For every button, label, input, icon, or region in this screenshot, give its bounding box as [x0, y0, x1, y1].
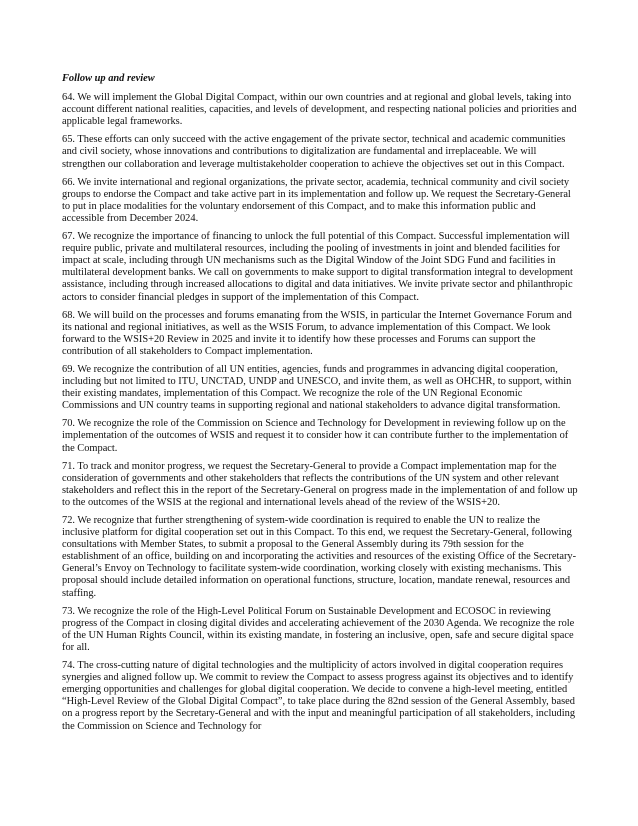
paragraph-66: 66. We invite international and regional organizations, the private sector, academia, technical community and civil society groups to endorse the Compact and take active part in its implementation and follow up. We request the Secretary-General to put in place modalities for the voluntary endorsement of this Compact, and to make this information public and accessible from December 2024. — [62, 176, 571, 224]
document-page — [62, 73, 578, 739]
paragraph-65: 65. These efforts can only succeed with the active engagement of the private sector, technical and academic communities and civil society, whose innovations and contributions to digitalization are fundamental and irreplaceable. We will strengthen our collaboration and leverage multistakeholder cooperation to achieve the objectives set out in this Compact. — [62, 134, 566, 170]
paragraph-69: 69. We recognize the contribution of all UN entities, agencies, funds and programmes in advancing digital cooperation, including but not limited to ITU, UNCTAD, UNDP and UNESCO, and invite them, as well as OHCHR, to support, within their existing mandates, implementation of this Compact. We recognize the role of the UN Regional Economic Commissions and UN country teams in supporting regional and national stakeholders to advance digital transformation. — [62, 363, 572, 412]
paragraph-67: 67. We recognize the importance of financing to unlock the full potential of this Compact. Successful implementation will require public, private and multilateral resources, including the pooling of investments in joint and blended facilities for impact at scale, including through UN mechanisms such as the Digital Window of the Joint SDG Fund and facilities in multilateral development banks. We call on governments to make support to digital transformation integral to development assistance, including through increased allocations to digital and data initiatives. We invite private sector and philanthropic actors to consider financial pledges in support of the implementation of this Compact. — [62, 231, 573, 303]
paragraph-70: 70. We recognize the role of the Commission on Science and Technology for Development in reviewing follow up on the implementation of the outcomes of WSIS and request it to consider how it can contribute further to the implementation of the Compact. — [62, 418, 569, 454]
paragraph-72: 72. We recognize that further strengthening of system-wide coordination is required to enable the UN to realize the inclusive platform for digital cooperation set out in this Compact. To this end, we request the Secretary-General, following consultations with Member States, to submit a proposal to the General Assembly during its 79th session for the establishment of an office, building on and incorporating the activities and resources of the existing Office of the Secretary-General’s Envoy on Technology to facilitate system-wide coordination, working closely with existing mechanisms. This proposal should include detailed information on operational functions, structure, location, mandate renewal, resources and staffing. — [62, 515, 577, 599]
paragraph-73: 73. We recognize the role of the High-Level Political Forum on Sustainable Development and ECOSOC in reviewing progress of the Compact in closing digital divides and accelerating achievement of the 2030 Agenda. We recognize the role of the UN Human Rights Council, within its existing mandate, in fostering an inclusive, open, safe and secure digital space for all. — [62, 605, 575, 653]
paragraph-74: 74. The cross-cutting nature of digital technologies and the multiplicity of actors involved in digital cooperation requires synergies and aligned follow up. We commit to review the Compact to assess progress against its objectives and to identify emerging opportunities and challenges for global digital cooperation. We decide to convene a high-level meeting, entitled “High-Level Review of the Global Digital Compact”, to take place during the 82nd session of the General Assembly, based on a progress report by the Secretary-General and with the input and meaningful participation of all stakeholders, including the Commission on Science and Technology for — [62, 660, 576, 732]
paragraph-71: 71. To track and monitor progress, we request the Secretary-General to provide a Compact implementation map for the consideration of governments and other stakeholders that reflects the contributions of the UN system and other relevant stakeholders and reflect this in the report of the Secretary-General on progress made in the implementation of and follow up to the outcomes of the WSIS at the regional and international levels ahead of the review of the WSIS+20. — [62, 460, 578, 508]
paragraph-68: 68. We will build on the processes and forums emanating from the WSIS, in particular the Internet Governance Forum and its national and regional initiatives, as well as the WSIS Forum, to advance implementation of this Compact. We look forward to the WSIS+20 Review in 2025 and invite it to identify how these processes and Forums can support the contribution of all stakeholders to Compact implementation. — [62, 309, 572, 357]
section-heading: Follow up and review — [62, 73, 155, 84]
paragraph-64: 64. We will implement the Global Digital Compact, within our own countries and at regional and global levels, taking into account different national realities, capacities, and levels of development, and respecting national policies and priorities and applicable legal frameworks. — [62, 92, 577, 128]
